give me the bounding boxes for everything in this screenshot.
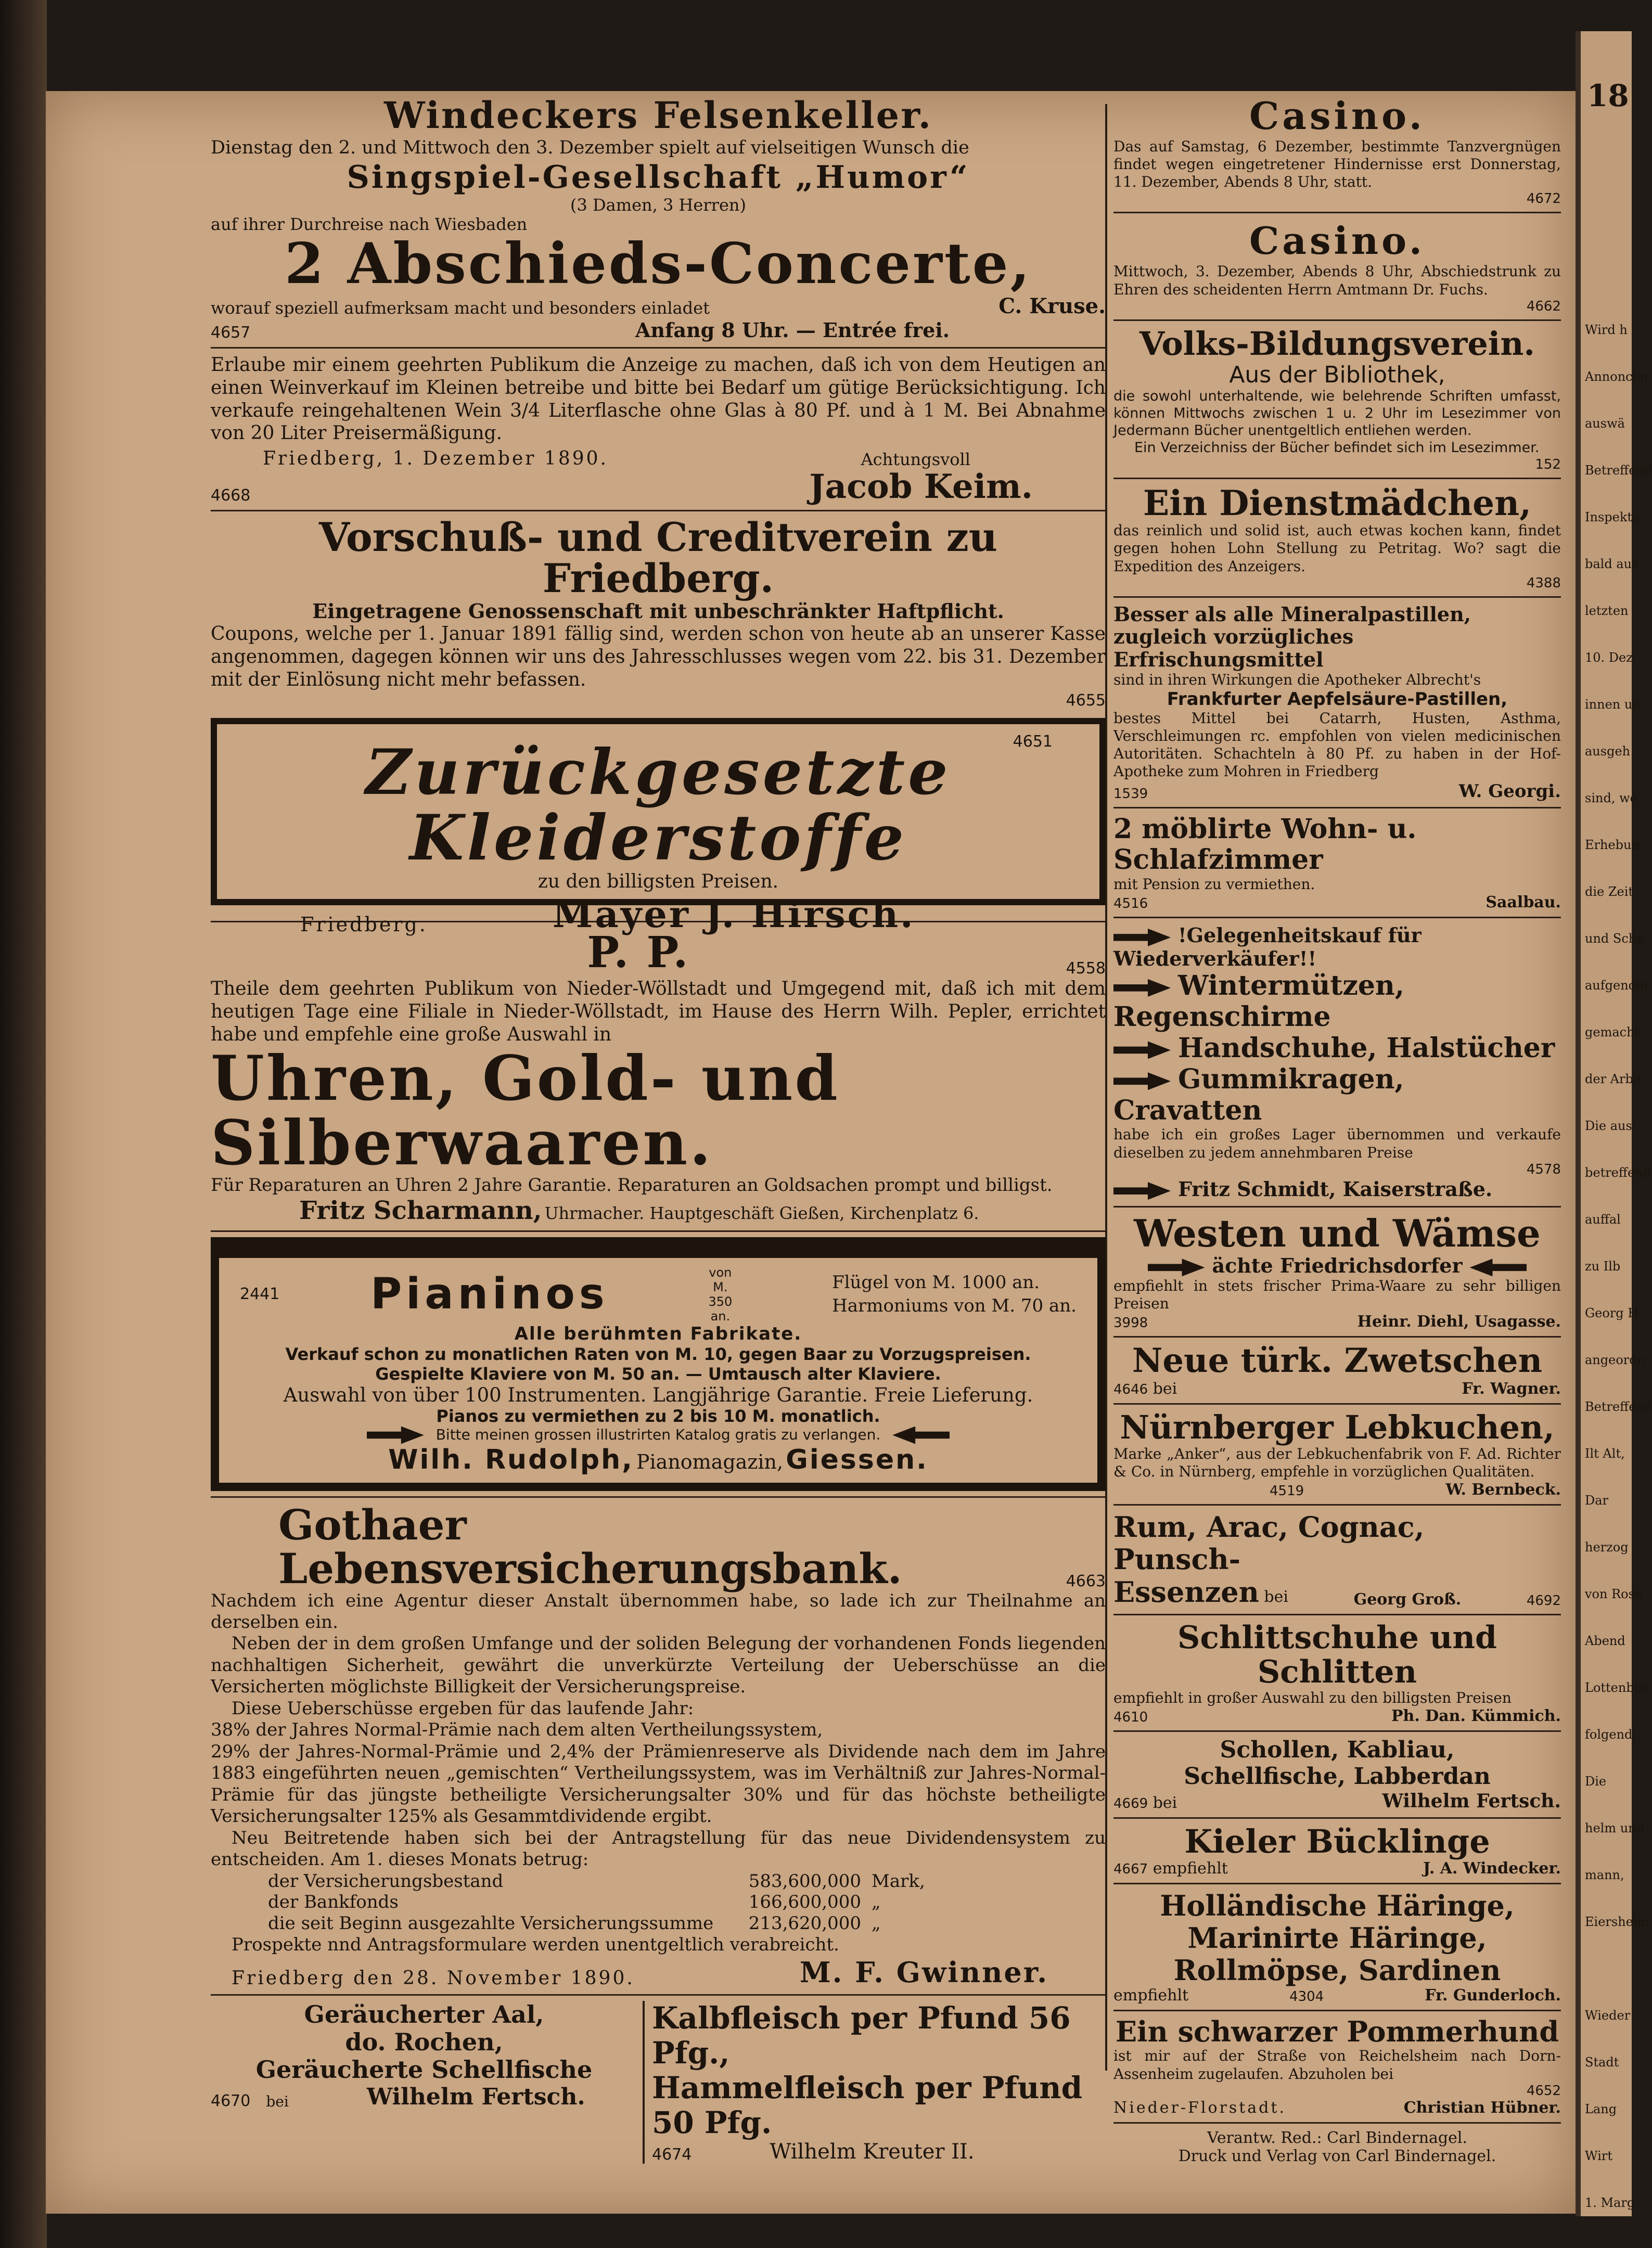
line: Auswahl von über 100 Instrumenten. Langjährige Garantie. Freie Lieferung. <box>283 1383 1033 1406</box>
ad-uhren <box>211 928 1106 1225</box>
ad-lebkuchen <box>1113 1410 1561 1499</box>
next-page-fragment: Eiersheim <box>1585 1915 1649 1929</box>
travel-line: auf ihrer Durchreise nach Wiesbaden <box>211 214 528 235</box>
figures-value: 583,600,000 <box>748 1870 861 1892</box>
next-page-fragment: auswä <box>1585 416 1625 431</box>
next-page-fragment: gemacht <box>1585 1025 1640 1039</box>
line: Bitte meinen grossen illustrirten Katalog gratis zu verlangen. <box>436 1425 881 1443</box>
ad-title: Rum, Arac, Cognac, Punsch- <box>1113 1510 1425 1576</box>
price-from: von M. 350 an. <box>708 1265 733 1324</box>
next-page-fragment: betreffend <box>1585 1165 1651 1180</box>
page-number: 18 <box>1587 78 1629 113</box>
ad-text: Das auf Samstag, 6 Dezember, bestimmte Tanzvergnügen findet wegen eingetretener Hindernisse erst Donnerstag, 11. Dezember, Abends 8 Uhr, statt. <box>1113 138 1561 191</box>
signature: Fr. Wagner. <box>1462 1379 1561 1398</box>
figures-row <box>268 1892 1106 1913</box>
next-page-fragment: folgend, <box>1585 1727 1637 1742</box>
ad-number: 3998 <box>1113 1315 1148 1331</box>
next-page-fragment: Stadt <box>1585 2055 1619 2070</box>
paragraph: Nachdem ich eine Agentur dieser Anstalt übernommen habe, so lade ich zur Theilnahme an derselben ein. <box>211 1590 1106 1633</box>
invite-line: worauf speziell aufmerksam macht und besonders einladet <box>211 298 710 318</box>
ad-title: Zurückgesetzte Kleiderstoffe <box>365 735 951 875</box>
item-line: Gummikragen, Cravatten <box>1113 1063 1404 1126</box>
pointing-hand-icon <box>1113 979 1171 997</box>
ad-text: Marke „Anker“, aus der Lebkuchenfabrik von F. Ad. Richter & Co. in Nürnberg, empfehle in vorzüglichen Qualitäten. <box>1113 1445 1561 1480</box>
ad-text: Theile dem geehrten Publikum von Nieder-Wöllstadt und Umgegend mit, daß ich mit dem heutigen Tage eine Filiale in Nieder-Wöllstadt, im Hause des Herrn Wilh. Pepler, errichtet habe und empfehle eine große Auswahl in <box>211 978 1106 1045</box>
ad-title: Ein schwarzer Pommerhund <box>1115 2015 1559 2049</box>
book-spine <box>0 0 47 2248</box>
signature: Wilh. Rudolph, <box>388 1444 634 1475</box>
signature: Mayer J. Hirsch. <box>552 893 915 936</box>
ad-text: mit Pension zu vermiethen. <box>1113 876 1315 893</box>
bei: bei <box>1264 1588 1288 1607</box>
left-column <box>211 94 1106 2164</box>
ad-number: 4519 <box>1270 1483 1304 1499</box>
next-page-fragment: innen un <box>1585 697 1641 712</box>
next-page-fragment: 1. Marg <box>1585 2195 1635 2210</box>
line: Verkauf schon zu monatlichen Raten von M. 10, gegen Baar zu Vorzugspreisen. <box>285 1344 1031 1364</box>
paragraph: Neben der in dem großen Umfange und der soliden Belegung der vorhandenen Fonds liegenden nachhaltigen Sicherheit, gewährt die unverkürzte Verteilung der Ueberschüsse an die Versicherten möglichste Billigkeit der Versicherungspreise. <box>211 1633 1106 1698</box>
ad-text: ist mir auf der Straße von Reichelsheim nach Dorn-Assenheim zugelaufen. Abzuholen bei <box>1113 2047 1561 2083</box>
ad-title: Pianinos <box>370 1269 609 1319</box>
pointing-hand-icon <box>1148 1258 1205 1276</box>
pointing-hand-icon <box>1113 1072 1171 1090</box>
group-name: Singspiel-Gesellschaft „Humor“ <box>347 159 970 196</box>
signature: Fritz Scharmann, <box>299 1196 542 1225</box>
ad-title: Casino. <box>1249 219 1425 263</box>
ad-number: 4388 <box>1526 575 1561 591</box>
ad-pommerhund <box>1113 2016 1561 2117</box>
signature-detail: Pianomagazin, <box>636 1450 784 1473</box>
ad-rum <box>1113 1511 1561 1609</box>
ad-text: habe ich ein großes Lager übernommen und verkaufe dieselben zu jedem annehmbaren Preise <box>1113 1126 1561 1161</box>
figures-row <box>268 1871 1106 1892</box>
next-page-fragment: Dar <box>1585 1493 1609 1508</box>
ad-title: Nürnberger Lebkuchen, <box>1120 1408 1555 1446</box>
ad-text: Coupons, welche per 1. Januar 1891 fällig sind, werden schon von heute ab an unserer Kasse angenommen, dagegen können wir uns des Jahresschlusses wegen vom 22. bis 31. Dezember mit der Einlösung nicht mehr befassen. <box>211 623 1106 690</box>
next-page-fragment: Die <box>1585 1774 1607 1789</box>
ad-weinverkauf <box>211 354 1106 505</box>
paragraph: 29% der Jahres-Normal-Prämie und 2,4% der Prämienreserve als Dividende nach dem im Jahre 1883 eingeführten neuen „gemischten“ Vertheilungssystem, was im Verhältniß zur Jahres-Normal-Prämie für das jüngste betheiligte Versicherungsalter 30% und für das höchste betheiligte Versicherungsalter 125% als Gesammtdividende ergibt. <box>211 1741 1106 1827</box>
ad-number: 4670 <box>211 2092 251 2111</box>
next-page-fragment: von Rose <box>1585 1587 1643 1601</box>
pointing-hand-icon <box>1113 1041 1171 1059</box>
next-page-fragment: und Sche <box>1585 931 1644 946</box>
place-date: Friedberg den 28. November 1890. <box>232 1968 635 1989</box>
next-page-fragment: letzten <box>1585 603 1629 618</box>
ad-title: P. P. <box>587 927 690 978</box>
signature: Jacob Keim. <box>809 467 1033 507</box>
ad-number: 4651 <box>1013 732 1053 751</box>
next-page-fragment: Inspekto <box>1585 510 1640 524</box>
pointing-hand-icon <box>1113 1182 1171 1200</box>
ad-number: 4662 <box>1526 298 1561 314</box>
ad-pastillen <box>1113 603 1561 802</box>
item-line: Handschuhe, Halstücher <box>1178 1032 1555 1064</box>
cast-line: (3 Damen, 3 Herren) <box>570 195 746 215</box>
ad-title: 2 möblirte Wohn- u. Schlafzimmer <box>1113 813 1417 876</box>
ad-casino-1 <box>1113 94 1561 207</box>
next-page-fragment: Annoncen <box>1585 369 1648 384</box>
ad-title: Kieler Bücklinge <box>1184 1822 1490 1860</box>
next-page-fragment: sind, we <box>1585 791 1637 805</box>
line: Alle berühmten Fabrikate. <box>514 1323 802 1344</box>
ad-gelegenheitskauf <box>1113 923 1561 1200</box>
next-page-fragment: Betreffend <box>1585 1399 1652 1414</box>
next-page-fragment: mann, <box>1585 1868 1624 1882</box>
next-page-fragment: der Arbe <box>1585 1072 1641 1086</box>
next-page-fragment: aufgenom <box>1585 978 1648 993</box>
ad-title: Volks-Bildungsverein. <box>1139 324 1535 363</box>
ad-westen <box>1113 1213 1561 1331</box>
next-page-fragment: Wird h <box>1585 323 1628 337</box>
next-page-fragment: Wirt <box>1585 2149 1613 2163</box>
next-page-fragment: Georg H <box>1585 1306 1639 1320</box>
ad-fleisch <box>645 2001 1106 2164</box>
ad-number: 4663 <box>1066 1572 1106 1590</box>
ad-text: das reinlich und solid ist, auch etwas kochen kann, findet gegen hohen Lohn Stellung zu Petritag. Wo? sagt die Expedition des Anzeigers. <box>1113 522 1561 575</box>
ad-raeucherfisch <box>211 2001 645 2164</box>
signature: Wilhelm Kreuter II. <box>770 2140 975 2164</box>
line: Hammelfleisch per Pfund 50 Pfg. <box>652 2070 1083 2140</box>
signature: W. Bernbeck. <box>1445 1481 1561 1499</box>
ad-subtitle: zu den billigsten Preisen. <box>537 870 779 892</box>
paragraph: Diese Ueberschüsse ergeben für das laufende Jahr: <box>232 1698 694 1719</box>
ad-title: Ein Dienstmädchen, <box>1143 482 1532 523</box>
figures-unit: „ <box>872 1892 881 1913</box>
signature: Ph. Dan. Kümmich. <box>1391 1707 1561 1726</box>
paragraph: Neu Beitretende haben sich bei der Antragstellung für das neue Dividendensystem zu entscheiden. Am 1. dieses Monats betrug: <box>211 1827 1106 1870</box>
ad-title-2: Essenzen <box>1113 1575 1259 1609</box>
signature-detail: Uhrmacher. Hauptgeschäft Gießen, Kirchenplatz 6. <box>544 1203 979 1223</box>
ad-title: Westen und Wämse <box>1134 1211 1541 1255</box>
signature: Georg Groß. <box>1353 1590 1462 1609</box>
imprint-publisher: Druck und Verlag von Carl Bindernagel. <box>1178 2147 1496 2165</box>
imprint-editor: Verantw. Red.: Carl Bindernagel. <box>1207 2128 1468 2147</box>
ad-title: Neue türk. Zwetschen <box>1132 1341 1543 1381</box>
harmonium-price: Harmoniums von M. 70 an. <box>832 1295 1077 1316</box>
ad-number: 4516 <box>1113 896 1148 912</box>
next-page-fragment: helm und <box>1585 1821 1644 1835</box>
figures-unit: „ <box>872 1913 881 1934</box>
ad-text: bestes Mittel bei Catarrh, Husten, Asthma, Verschleimungen rc. empfohlen von vielen medicinischen Autoritäten. Schachteln à 80 Pf. zu haben in der Hof-Apotheke zum Mohren in Friedberg <box>1113 710 1561 780</box>
next-page-fragment: angeordn <box>1585 1353 1646 1367</box>
fluegel-price: Flügel von M. 1000 an. <box>832 1272 1040 1293</box>
ad-text: Mittwoch, 3. Dezember, Abends 8 Uhr, Abschiedstrunk zu Ehren des scheidenten Herrn Amtmann Dr. Fuchs. <box>1113 263 1561 298</box>
ad-subtitle: ächte Friedrichsdorfer <box>1212 1253 1463 1277</box>
ad-dienstmaedchen <box>1113 484 1561 591</box>
next-page-fragment: Betreffend <box>1585 463 1652 478</box>
signature: J. A. Windecker. <box>1423 1859 1561 1878</box>
paragraph: 38% der Jahres Normal-Prämie nach dem alten Vertheilungssystem, <box>211 1719 823 1741</box>
ad-subtitle: Eingetragene Genossenschaft mit unbeschränkter Haftpflicht. <box>312 599 1004 623</box>
ad-zwetschen <box>1113 1343 1561 1397</box>
next-page-edge <box>1576 31 1652 2216</box>
ad-pianinos <box>211 1237 1106 1491</box>
pre: empfiehlt <box>1152 1859 1228 1878</box>
next-page-fragment: auffal <box>1585 1212 1621 1227</box>
place-date: Friedberg, 1. Dezember 1890. <box>263 448 608 470</box>
bottom-ads <box>211 2001 1106 2164</box>
signature: C. Kruse. <box>998 293 1106 318</box>
place: Friedberg. <box>300 913 428 936</box>
pointing-hand-icon <box>892 1427 950 1444</box>
bei: bei <box>1152 1379 1177 1398</box>
ad-product: Frankfurter Aepfelsäure-Pastillen, <box>1167 689 1508 710</box>
signature: W. Georgi. <box>1458 780 1561 802</box>
signature: Wilhelm Fertsch. <box>366 2084 585 2111</box>
line: Rollmöpse, Sardinen <box>1173 1953 1501 1987</box>
concert-headline: 2 Abschieds-Concerte, <box>284 231 1032 297</box>
item-line: Wintermützen, Regenschirme <box>1113 970 1404 1033</box>
right-column <box>1113 94 1561 2165</box>
ad-buecklinge <box>1113 1824 1561 1878</box>
bei: bei <box>1152 1793 1177 1812</box>
next-page-fragment: Ilt Alt, <box>1585 1446 1625 1461</box>
ad-number: 4667 <box>1113 1861 1148 1877</box>
ad-number: 4652 <box>1526 2083 1561 2099</box>
ad-felsenkeller <box>211 94 1106 342</box>
figures-table <box>268 1871 1106 1934</box>
ad-title: Casino. <box>1249 94 1425 138</box>
line: Gespielte Klaviere von M. 50 an. — Umtausch alter Klaviere. <box>375 1364 941 1384</box>
ad-headline: Uhren, Gold- und Silberwaaren. <box>211 1042 840 1179</box>
line: Holländische Häringe, <box>1160 1889 1515 1922</box>
ad-text: sind in ihren Wirkungen die Apotheker Albrecht's <box>1113 671 1481 688</box>
line: Pianos zu vermiethen zu 2 bis 10 M. monatlich. <box>436 1406 880 1426</box>
figures-label: die seit Beginn ausgezahlte Versicherungssumme <box>268 1913 714 1934</box>
ad-subtitle: Aus der Bibliothek, <box>1229 361 1445 388</box>
figures-label: der Bankfonds <box>268 1892 399 1913</box>
ad-number: 4578 <box>1526 1161 1561 1177</box>
next-page-fragment: Die aus <box>1585 1119 1632 1133</box>
next-page-fragment: Abend <box>1585 1634 1625 1648</box>
ad-number: 4669 <box>1113 1795 1148 1812</box>
next-page-fragment: zu Ilb <box>1585 1259 1621 1274</box>
next-page-fragment: ausgeh <box>1585 744 1631 759</box>
ad-text: empfiehlt in stets frischer Prima-Waare zu sehr billigen Preisen <box>1113 1277 1561 1313</box>
next-page-fragment: Erhebun <box>1585 838 1640 852</box>
ad-number: 152 <box>1535 456 1561 472</box>
line: Geräucherte Schellfische <box>255 2056 593 2084</box>
pointing-hand-icon <box>1113 929 1171 946</box>
figures-value: 213,620,000 <box>748 1913 861 1934</box>
next-page-fragment: Lang <box>1585 2102 1617 2116</box>
ad-number: 4610 <box>1113 1710 1148 1726</box>
ad-title: Gothaer Lebensversicherungsbank. <box>278 1500 902 1593</box>
signature: Fr. Gunderloch. <box>1425 1986 1561 2005</box>
ad-casino-2 <box>1113 219 1561 314</box>
ad-number: 4668 <box>211 486 251 505</box>
place: Nieder-Florstadt. <box>1113 2098 1286 2117</box>
pointing-hand-icon <box>1469 1258 1527 1276</box>
signature-city: Giessen. <box>786 1444 928 1475</box>
line: Schollen, Kabliau, <box>1220 1737 1455 1764</box>
ad-text: empfiehlt in großer Auswahl zu den billigsten Preisen <box>1113 1689 1512 1707</box>
pre: empfiehlt <box>1113 1986 1189 2005</box>
next-page-fragment: Lottenbur <box>1585 1680 1648 1695</box>
signature: Fritz Schmidt, Kaiserstraße. <box>1178 1177 1493 1201</box>
ad-title: Windeckers Felsenkeller. <box>383 94 933 137</box>
ad-line: Dienstag den 2. und Mittwoch den 3. Dezember spielt auf vielseitigen Wunsch die <box>211 137 969 158</box>
ad-number: 4655 <box>1066 691 1106 710</box>
start-time: Anfang 8 Uhr. — Entrée frei. <box>635 318 950 342</box>
next-page-fragment: herzog <box>1585 1540 1629 1555</box>
next-page-fragment: 10. Dez <box>1585 650 1633 665</box>
signature: Saalbau. <box>1485 893 1561 912</box>
line: Kalbfleisch per Pfund 56 Pfg., <box>652 2000 1071 2071</box>
ad-haeringe <box>1113 1890 1561 2005</box>
signature: M. F. Gwinner. <box>799 1956 1048 1989</box>
ad-number: 2441 <box>240 1285 280 1303</box>
ad-number: 4672 <box>1526 191 1561 207</box>
ad-title: Vorschuß- und Creditverein zu Friedberg. <box>318 513 998 602</box>
next-page-fragment: die Zeit <box>1585 884 1634 899</box>
signature: Christian Hübner. <box>1403 2098 1561 2117</box>
ad-schollen <box>1113 1737 1561 1812</box>
ad-text: die sowohl unterhaltende, wie belehrende Schriften umfasst, können Mittwochs zwischen 1 u. 2 Uhr im Lesezimmer von Jedermann Bücher unentgeltlich entliehen werden. <box>1113 388 1561 439</box>
bei: bei <box>266 2093 289 2111</box>
signature: Heinr. Diehl, Usagasse. <box>1357 1313 1561 1331</box>
ad-number: 4646 <box>1113 1381 1148 1397</box>
figures-unit: Mark, <box>872 1870 925 1892</box>
ad-volksbildung <box>1113 326 1561 472</box>
ad-kleiderstoffe <box>211 718 1106 936</box>
ad-creditverein <box>211 513 1106 710</box>
figures-row <box>268 1913 1106 1934</box>
next-page-fragment: Wieder <box>1585 2008 1631 2023</box>
ad-text: Ein Verzeichniss der Bücher befindet sich im Lesezimmer. <box>1134 439 1540 456</box>
ad-schlittschuhe <box>1113 1621 1561 1725</box>
regards: Achtungsvoll <box>861 449 970 470</box>
line: Geräucherter Aal, <box>304 2000 544 2029</box>
figures-label: der Versicherungsbestand <box>268 1870 504 1892</box>
signature: Wilhelm Fertsch. <box>1382 1790 1561 1812</box>
next-page-fragment: bald aus <box>1585 557 1638 571</box>
ad-number: 4674 <box>652 2146 692 2164</box>
ad-title: Besser als alle Mineralpastillen, zugleich vorzügliches Erfrischungsmittel <box>1113 602 1471 672</box>
ad-number: 4558 <box>1066 959 1106 978</box>
figures-value: 166,600,000 <box>748 1892 861 1913</box>
ad-number: 4692 <box>1526 1593 1561 1609</box>
line: do. Rochen, <box>345 2028 503 2057</box>
ad-title: !Gelegenheitskauf für Wiederverkäufer!! <box>1113 923 1422 971</box>
ad-gothaer <box>211 1500 1106 1989</box>
line: Marinirte Häringe, <box>1187 1921 1487 1955</box>
ad-title: Schlittschuhe und Schlitten <box>1177 1620 1497 1691</box>
line: Schellfische, Labberdan <box>1184 1763 1491 1790</box>
ad-zimmer <box>1113 814 1561 912</box>
guarantee-line: Für Reparaturen an Uhren 2 Jahre Garantie. Reparaturen an Goldsachen prompt und billigst. <box>211 1175 1053 1196</box>
ad-number: 1539 <box>1113 786 1148 802</box>
ad-number: 4657 <box>211 323 251 342</box>
pointing-hand-icon <box>367 1427 424 1444</box>
ad-number: 4304 <box>1289 1989 1324 2005</box>
ad-text: Erlaube mir einem geehrten Publikum die Anzeige zu machen, daß ich von dem Heutigen an einen Weinverkauf im Kleinen betreibe und bitte bei Bedarf um gütige Berücksichtigung. Ich verkaufe reingehaltenen Wein 3/4 Literflasche ohne Glas à 80 Pf. und à 1 M. Bei Abnahme von 20 Liter Preisermäßigung. <box>211 354 1106 444</box>
paragraph: Prospekte nnd Antragsformulare werden unentgeltlich verabreicht. <box>232 1934 839 1955</box>
